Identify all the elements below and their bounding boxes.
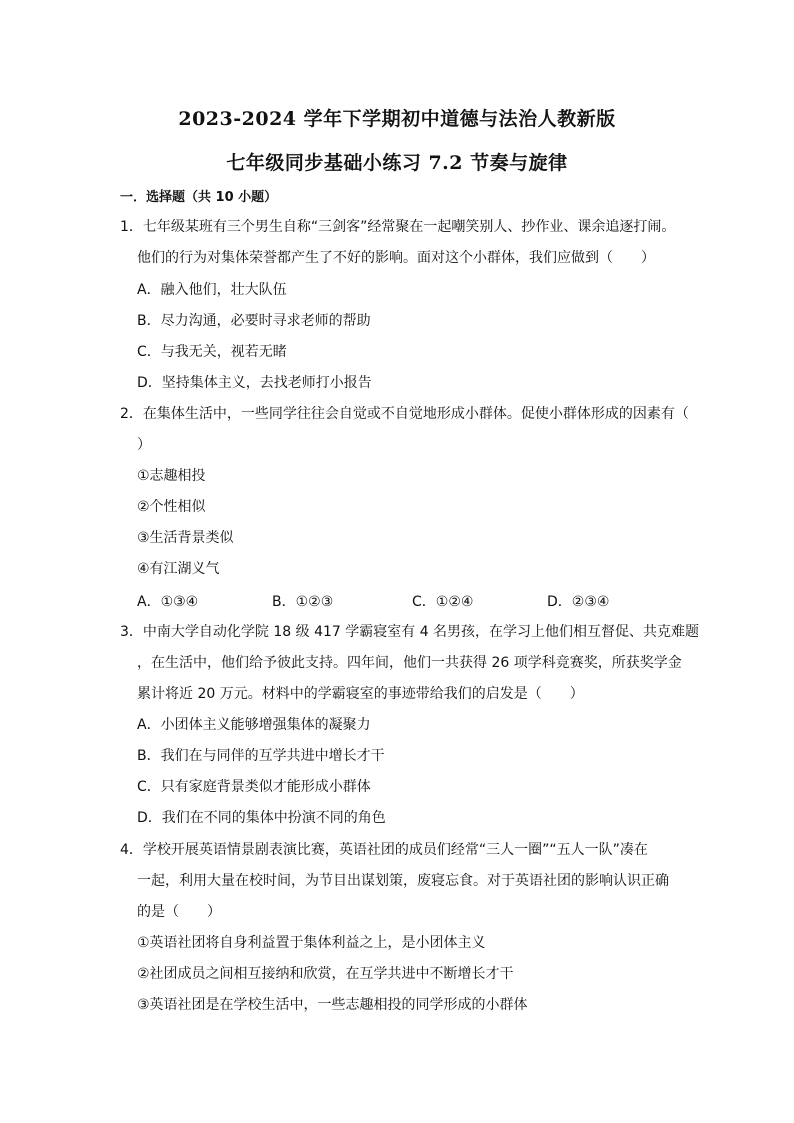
question-2-options (137, 591, 697, 611)
question-1-option-b: B．尽力沟通，必要时寻求老师的帮助 (137, 313, 371, 329)
question-2-stem-line2: ） (137, 437, 151, 453)
question-2-option-b: B．①②③ (272, 594, 334, 610)
question-3-stem-line2: ，在生活中，他们给予彼此支持。四年间，他们一共获得 26 项学科竞赛奖，所获奖学金 (137, 655, 682, 671)
question-4-item-2: ②社团成员之间相互接纳和欣赏，在互学共进中不断增长才干 (137, 966, 514, 982)
document-title-line2: 七年级同步基础小练习 7.2 节奏与旋律 (226, 152, 568, 174)
question-4-stem-line2: 一起，利用大量在校时间，为节目出谋划策，废寝忘食。对于英语社团的影响认识正确 (137, 873, 669, 889)
question-3-option-d: D．我们在不同的集体中扮演不同的角色 (137, 810, 386, 826)
question-2-option-d: D．②③④ (547, 594, 610, 610)
question-1-stem-line1: 1．七年级某班有三个男生自称“三剑客”经常聚在一起嘲笑别人、抄作业、课余追逐打闹。 (120, 219, 676, 235)
question-2-item-4: ④有江湖义气 (137, 561, 220, 577)
question-3-stem-line1: 3．中南大学自动化学院 18 级 417 学霸寝室有 4 名男孩，在学习上他们相互督促、共克难题 (120, 624, 700, 640)
question-2-item-2: ②个性相似 (137, 499, 206, 515)
question-2-option-a: A．①③④ (137, 594, 199, 610)
question-1-option-d: D．坚持集体主义，去找老师打小报告 (137, 375, 372, 391)
question-2-option-c: C．①②④ (412, 594, 474, 610)
question-1-stem-line2: 他们的行为对集体荣誉都产生了不好的影响。面对这个小群体，我们应做到（ ） (137, 250, 655, 266)
question-4-item-3: ③英语社团是在学校生活中，一些志趣相投的同学形成的小群体 (137, 997, 528, 1013)
question-4-stem-line1: 4．学校开展英语情景剧表演比赛，英语社团的成员们经常“三人一圈”“五人一队”凑在 (120, 842, 648, 858)
question-3-option-b: B．我们在与同伴的互学共进中增长才干 (137, 748, 385, 764)
question-2-stem-line1: 2．在集体生活中，一些同学往往会自觉或不自觉地形成小群体。促使小群体形成的因素有（ (120, 406, 689, 422)
question-1-option-a: A．融入他们，壮大队伍 (137, 282, 287, 298)
question-3-stem-line3: 累计将近 20 万元。材料中的学霸寝室的事迹带给我们的启发是（ ） (137, 686, 584, 702)
question-2-item-3: ③生活背景类似 (137, 530, 234, 546)
document-title-line1: 2023-2024 学年下学期初中道德与法治人教新版 (178, 108, 616, 130)
question-1-option-c: C．与我无关，视若无睹 (137, 344, 287, 360)
question-3-option-c: C．只有家庭背景类似才能形成小群体 (137, 779, 371, 795)
question-4-stem-line3: 的是（ ） (137, 904, 221, 920)
question-3-option-a: A．小团体主义能够增强集体的凝聚力 (137, 717, 371, 733)
question-4-item-1: ①英语社团将自身利益置于集体利益之上，是小团体主义 (137, 935, 486, 951)
section-heading: 一．选择题（共 10 小题） (120, 190, 278, 205)
question-2-item-1: ①志趣相投 (137, 468, 206, 484)
